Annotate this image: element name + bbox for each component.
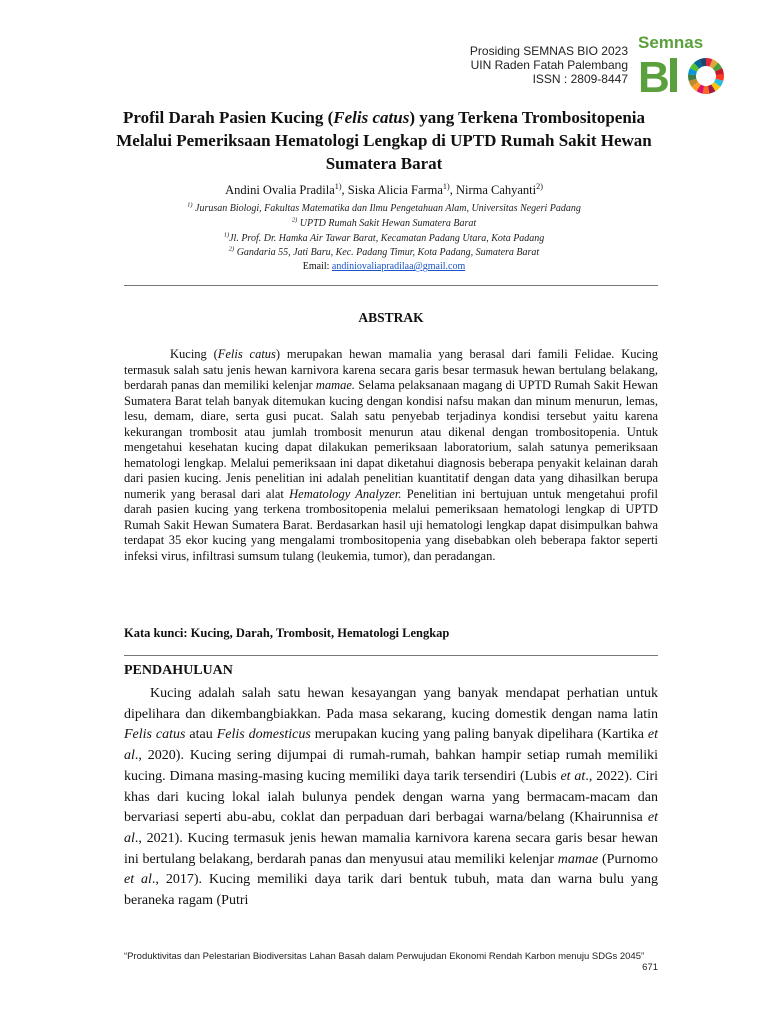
author-sep: ,	[341, 183, 348, 197]
text-run: ., 2021). Kucing termasuk jenis hewan mamalia karnivora karena secara garis besar hewan ini bertulang belakang, berdarah panas dan menyusui atau memiliki kelenjar	[124, 830, 658, 867]
affiliation-sup: 1)	[187, 201, 193, 209]
footer-text: “Produktivitas dan Pelestarian Biodiversitas Lahan Basah dalam Perwujudan Ekonomi Rendah Karbon menuju SDGs 2045”	[124, 951, 645, 962]
affiliation	[110, 218, 658, 230]
affiliation	[110, 247, 658, 259]
abstract-heading: ABSTRAK	[358, 310, 424, 325]
affiliation-text: Gandaria 55, Jati Baru, Kec. Padang Timur, Kota Padang, Sumatera Barat	[234, 247, 540, 258]
section-heading: PENDAHULUAN	[124, 663, 233, 678]
divider	[124, 655, 658, 656]
italic-text: Felis catus	[217, 347, 276, 361]
italic-text: et al	[124, 872, 152, 888]
text-run: (Purnomo	[598, 851, 658, 867]
author-sep: ,	[449, 183, 456, 197]
italic-text: et al	[124, 810, 658, 846]
text-run: Penelitian ini bertujuan untuk mengetahui profil darah pasien kucing yang terkena trombositopenia melalui pemeriksaan hematologi lengkap di UPTD Rumah Sakit Hewan Sumatera Barat. Berdasarkan hasil uji hematologi lengkap dapat disimpulkan bahwa terdapat 35 ekor kucing yang mengalami trombositopenia yang disebabkan oleh beberapa faktor seperti infeksi virus, infiltrasi sumsum tulang (leukemia, tumor), dan peradangan.	[124, 486, 658, 563]
proceedings-header	[380, 44, 628, 86]
author-sup: 2)	[536, 181, 543, 191]
keywords: Kata kunci: Kucing, Darah, Trombosit, Hematologi Lengkap	[124, 626, 450, 640]
author-list	[110, 183, 658, 198]
email-label: Email:	[302, 261, 332, 272]
logo-letter-b: B	[638, 53, 670, 98]
affiliation-text: Jl. Prof. Dr. Hamka Air Tawar Barat, Kecamatan Padang Utara, Kota Padang	[229, 233, 545, 244]
affiliation-sup: 2)	[228, 245, 235, 253]
header-line: Prosiding SEMNAS BIO 2023	[469, 44, 628, 58]
sdg-wheel-icon	[688, 58, 724, 94]
text-run: atau	[185, 727, 217, 743]
title-italic: Felis catus	[333, 108, 410, 127]
logo-text-top: Semnas	[638, 33, 704, 52]
header-line: UIN Raden Fatah Palembang	[470, 58, 628, 72]
paper-title	[110, 106, 658, 175]
author-sup: 1)	[334, 181, 342, 191]
affiliation-sup: 2)	[291, 216, 298, 224]
intro-paragraph	[124, 684, 658, 912]
author-name: Andini Ovalia Pradila	[225, 183, 335, 197]
title-part: ) yang Terkena Trombositopenia Melalui Pemeriksaan Hematologi Lengkap di UPTD Rumah Sakit Hewan Sumatera Barat	[116, 108, 652, 173]
affiliation-text: UPTD Rumah Sakit Hewan Sumatera Barat	[297, 218, 477, 229]
title-part: Profil Darah Pasien Kucing (	[122, 108, 334, 127]
header-line: ISSN : 2809-8447	[532, 72, 628, 86]
author-name: Nirma Cahyanti	[455, 183, 537, 197]
affiliation	[110, 203, 658, 215]
divider	[124, 285, 658, 286]
italic-text: et al	[124, 727, 658, 764]
abstract-body	[124, 347, 658, 564]
text-run: ) merupakan hewan mamalia yang berasal dari famili Felidae. Kucing termasuk salah satu jenis hewan karnivora karena secara garis besar termasuk hewan bertulang belakang, berdarah panas dan memiliki kelenjar	[124, 347, 658, 392]
italic-text: mamae	[557, 851, 599, 867]
affiliation-sup: 1)	[223, 231, 230, 239]
text-run: Kucing adalah salah satu hewan kesayangan yang banyak mendapat perhatian untuk dipelihara dan dikembangbiakkan. Pada masa sekarang, kucing domestik dengan nama latin	[124, 686, 658, 722]
author-sup: 1)	[442, 181, 450, 191]
text-run: Selama pelaksanaan magang di UPTD Rumah Sakit Hewan Sumatera Barat telah banyak ditemukan kucing dengan kondisi nafsu makan dan minum menurun, lemas, lesu, demam, diare, serta gusi pucat. Salah satu penyebab terjadinya kondisi tersebut yaitu karena kekurangan trombosit atau jumlah trombosit menurun atau dikenal dengan trombositopenia. Untuk mengetahui kesehatan kucing dapat dilakukan pemeriksaan laboratorium, salah satunya pemeriksaan hematologi lengkap. Melalui pemeriksaan ini dapat diketahui diagnosis beberapa penyakit kelainan darah dari pasien kucing. Jenis penelitian ini adalah penelitian kuantitatif dengan data yang dihasilkan berupa numerik yang berasal dari alat	[124, 378, 658, 501]
contact-email	[110, 261, 658, 273]
text-run: merupakan kucing yang paling banyak dipelihara (Kartika	[310, 727, 648, 743]
semnas-bio-logo	[636, 32, 738, 98]
intro-body	[124, 684, 658, 912]
italic-text: Felis domesticus	[216, 727, 311, 743]
abstract-paragraph	[124, 347, 658, 564]
email-link[interactable]: andiniovaliapradilaa@gmail.com	[331, 261, 466, 272]
logo-letter-i	[670, 58, 677, 92]
affiliation-text: Jurusan Biologi, Fakultas Matematika dan Ilmu Pengetahuan Alam, Universitas Negeri Padang	[192, 203, 581, 214]
author-name: Siska Alicia Farma	[347, 183, 443, 197]
italic-text: et at	[560, 768, 586, 784]
affiliation	[110, 233, 658, 245]
page-footer	[124, 951, 658, 973]
text-run: ., 2020). Kucing sering dijumpai di rumah-rumah, bahkan hampir setiap rumah memiliki kucing. Dimana masing-masing kucing memiliki daya tarik tersendiri (Lubis	[124, 748, 658, 784]
text-run: ., 2022). Ciri khas dari kucing lokal ialah bulunya pendek dengan warna yang bermacam-macam dan bervariasi seperti abu-abu, coklat dan perpaduan dari berbagai warna/belang (Khairunnisa	[124, 768, 659, 826]
page-number: 671	[642, 962, 658, 973]
text-run: Kucing (	[170, 347, 218, 361]
text-run: ., 2017). Kucing memiliki daya tarik dari bentuk tubuh, mata dan warna bulu yang beraneka ragam (Putri	[124, 872, 658, 909]
italic-text: Hematology Analyzer.	[289, 486, 402, 501]
italic-text: mamae.	[315, 378, 356, 392]
italic-text: Felis catus	[124, 727, 186, 743]
